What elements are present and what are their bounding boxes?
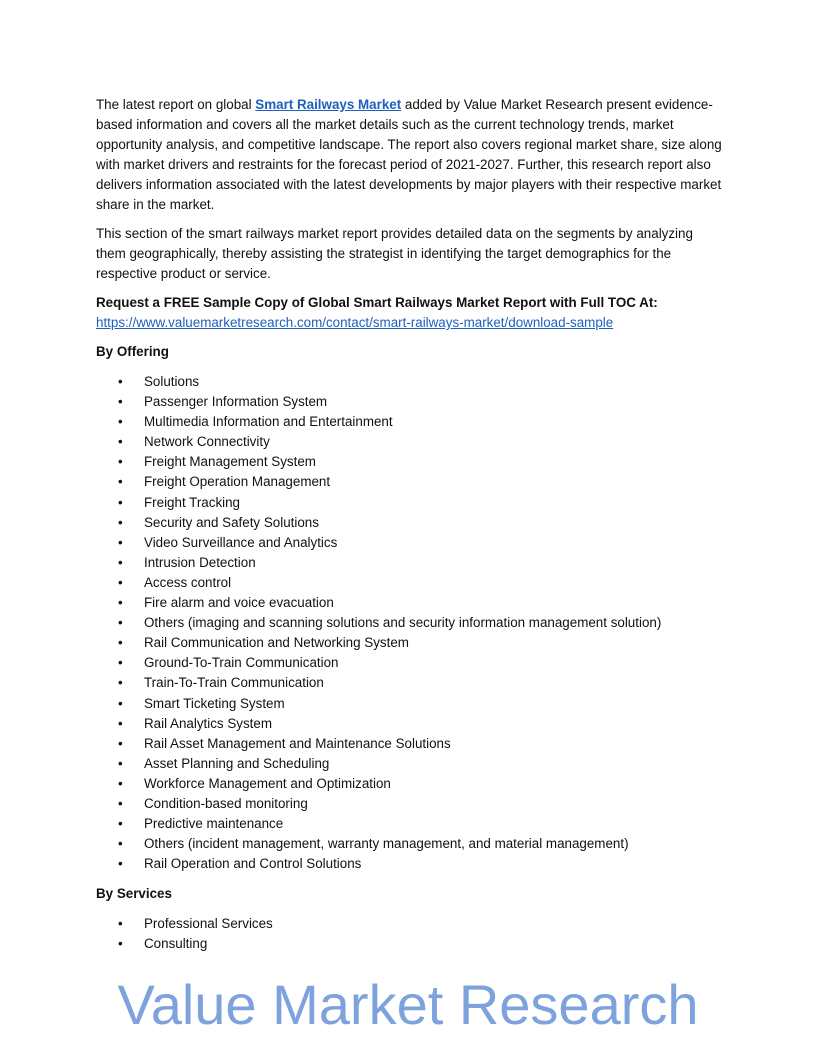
list-item: • Solutions [96,372,726,392]
list-item: • Others (imaging and scanning solutions and security information management solution) [96,613,726,633]
sample-request-label: Request a FREE Sample Copy of Global Smart Railways Market Report with Full TOC At: [96,295,658,310]
smart-railways-market-link[interactable]: Smart Railways Market [255,97,402,112]
list-item: • Smart Ticketing System [96,694,726,714]
list-item: • Consulting [96,934,726,954]
list-item: • Fire alarm and voice evacuation [96,593,726,613]
services-list [96,914,726,954]
list-item: • Rail Analytics System [96,714,726,734]
intro-text-start: The latest report on global [96,97,256,112]
watermark: Value Market Research [117,973,699,1036]
list-item: • Train-To-Train Communication [96,673,726,693]
sample-request [96,293,726,333]
sample-download-link[interactable]: https://www.valuemarketresearch.com/contact/smart-railways-market/download-sample [96,315,614,330]
list-item: • Condition-based monitoring [96,794,726,814]
list-item: • Access control [96,573,726,593]
list-item: • Rail Communication and Networking System [96,633,726,653]
list-item: • Others (incident management, warranty management, and material management) [96,834,726,854]
list-item: • Passenger Information System [96,392,726,412]
list-item: • Network Connectivity [96,432,726,452]
list-item: • Freight Operation Management [96,472,726,492]
section-paragraph: This section of the smart railways market report provides detailed data on the segments by analyzing them geographically, thereby assisting the strategist in identifying the target demographics for the respective product or service. [96,226,693,281]
list-item: • Rail Operation and Control Solutions [96,854,726,874]
list-item: • Video Surveillance and Analytics [96,533,726,553]
list-item: • Intrusion Detection [96,553,726,573]
list-item: • Predictive maintenance [96,814,726,834]
by-services-heading: By Services [96,886,172,902]
list-item: • Freight Management System [96,452,726,472]
list-item: • Asset Planning and Scheduling [96,754,726,774]
list-item: • Professional Services [96,914,726,934]
list-item: • Ground-To-Train Communication [96,653,726,673]
list-item: • Security and Safety Solutions [96,513,726,533]
intro-paragraph [96,95,726,215]
list-item: • Rail Asset Management and Maintenance Solutions [96,734,726,754]
list-item: • Workforce Management and Optimization [96,774,726,794]
list-item: • Freight Tracking [96,493,726,513]
list-item: • Multimedia Information and Entertainment [96,412,726,432]
by-offering-heading: By Offering [96,344,169,359]
intro-text-rest: added by Value Market Research present evidence-based information and covers all the market details such as the current technology trends, market opportunity analysis, and competitive landscape. The report also covers regional market share, size along with market drivers and restraints for the forecast period of 2021-2027. Further, this research report also delivers information associated with the latest developments by major players with their respective market share in the market. [96,97,722,212]
document-page [96,95,726,965]
offering-list [96,372,726,874]
